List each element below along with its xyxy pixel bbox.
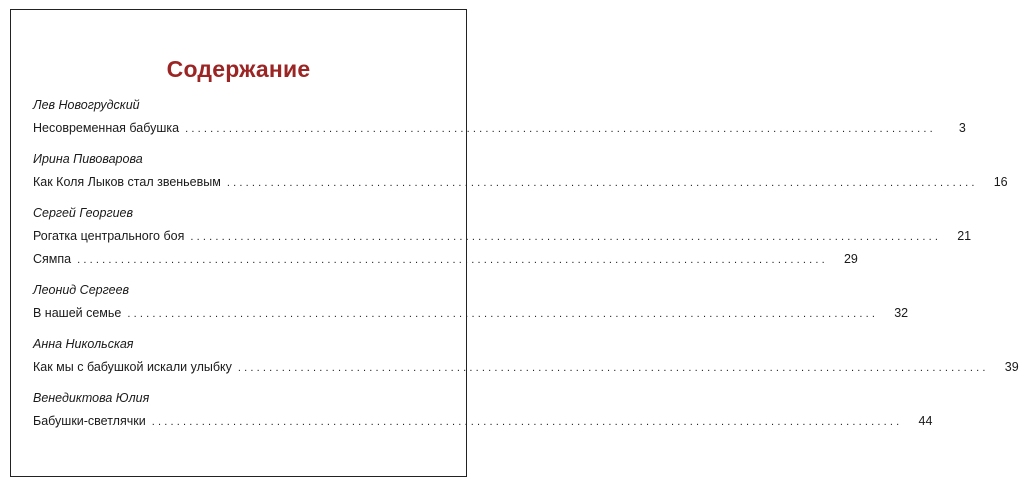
- toc-entry[interactable]: [33, 228, 972, 245]
- toc-section: [33, 97, 966, 137]
- entry-title: Сямпа: [33, 252, 72, 266]
- page-title: Содержание: [166, 56, 311, 82]
- toc-section: [33, 205, 972, 268]
- entry-page-number: 3: [958, 121, 966, 135]
- entry-page-number: 39: [1004, 360, 1019, 374]
- toc-entry[interactable]: [33, 174, 1008, 191]
- entry-page-number: 32: [894, 306, 909, 320]
- author-name: Сергей Георгиев: [33, 206, 134, 220]
- entry-page-number: 16: [993, 175, 1008, 189]
- dot-leader: ........................................................................................................................: [237, 362, 989, 374]
- entry-title: Рогатка центрального боя: [33, 229, 185, 243]
- entry-title: Как Коля Лыков стал звеньевым: [33, 175, 221, 189]
- entry-page-number: 44: [918, 414, 933, 428]
- table-of-contents: [33, 97, 1019, 444]
- entry-title: В нашей семье: [33, 306, 122, 320]
- author-name: Анна Никольская: [33, 337, 134, 351]
- toc-entry[interactable]: [33, 359, 1019, 376]
- toc-entry[interactable]: [33, 305, 909, 322]
- dot-leader: ........................................................................................................................: [127, 308, 879, 320]
- entry-page-number: 29: [843, 252, 858, 266]
- toc-entry[interactable]: [33, 120, 966, 137]
- entry-title: Бабушки-светлячки: [33, 414, 146, 428]
- entry-page-number: 21: [957, 229, 972, 243]
- dot-leader: ........................................................................................................................: [226, 177, 978, 189]
- author-name: Венедиктова Юлия: [33, 391, 150, 405]
- author-name: Лев Новогрудский: [33, 98, 140, 112]
- toc-section: [33, 390, 933, 430]
- entry-title: Как мы с бабушкой искали улыбку: [33, 360, 232, 374]
- entry-title: Несовременная бабушка: [33, 121, 180, 135]
- author-name: Леонид Сергеев: [33, 283, 130, 297]
- dot-leader: ........................................................................................................................: [77, 254, 828, 266]
- toc-section: [33, 151, 1008, 191]
- toc-section: [33, 336, 1019, 376]
- toc-section: [33, 282, 909, 322]
- page-frame: [10, 9, 1019, 477]
- toc-entry[interactable]: [33, 251, 858, 268]
- author-name: Ирина Пивоварова: [33, 152, 143, 166]
- toc-entry[interactable]: [33, 413, 933, 430]
- dot-leader: ........................................................................................................................: [185, 123, 936, 135]
- dot-leader: ........................................................................................................................: [151, 416, 903, 428]
- dot-leader: ........................................................................................................................: [190, 231, 942, 243]
